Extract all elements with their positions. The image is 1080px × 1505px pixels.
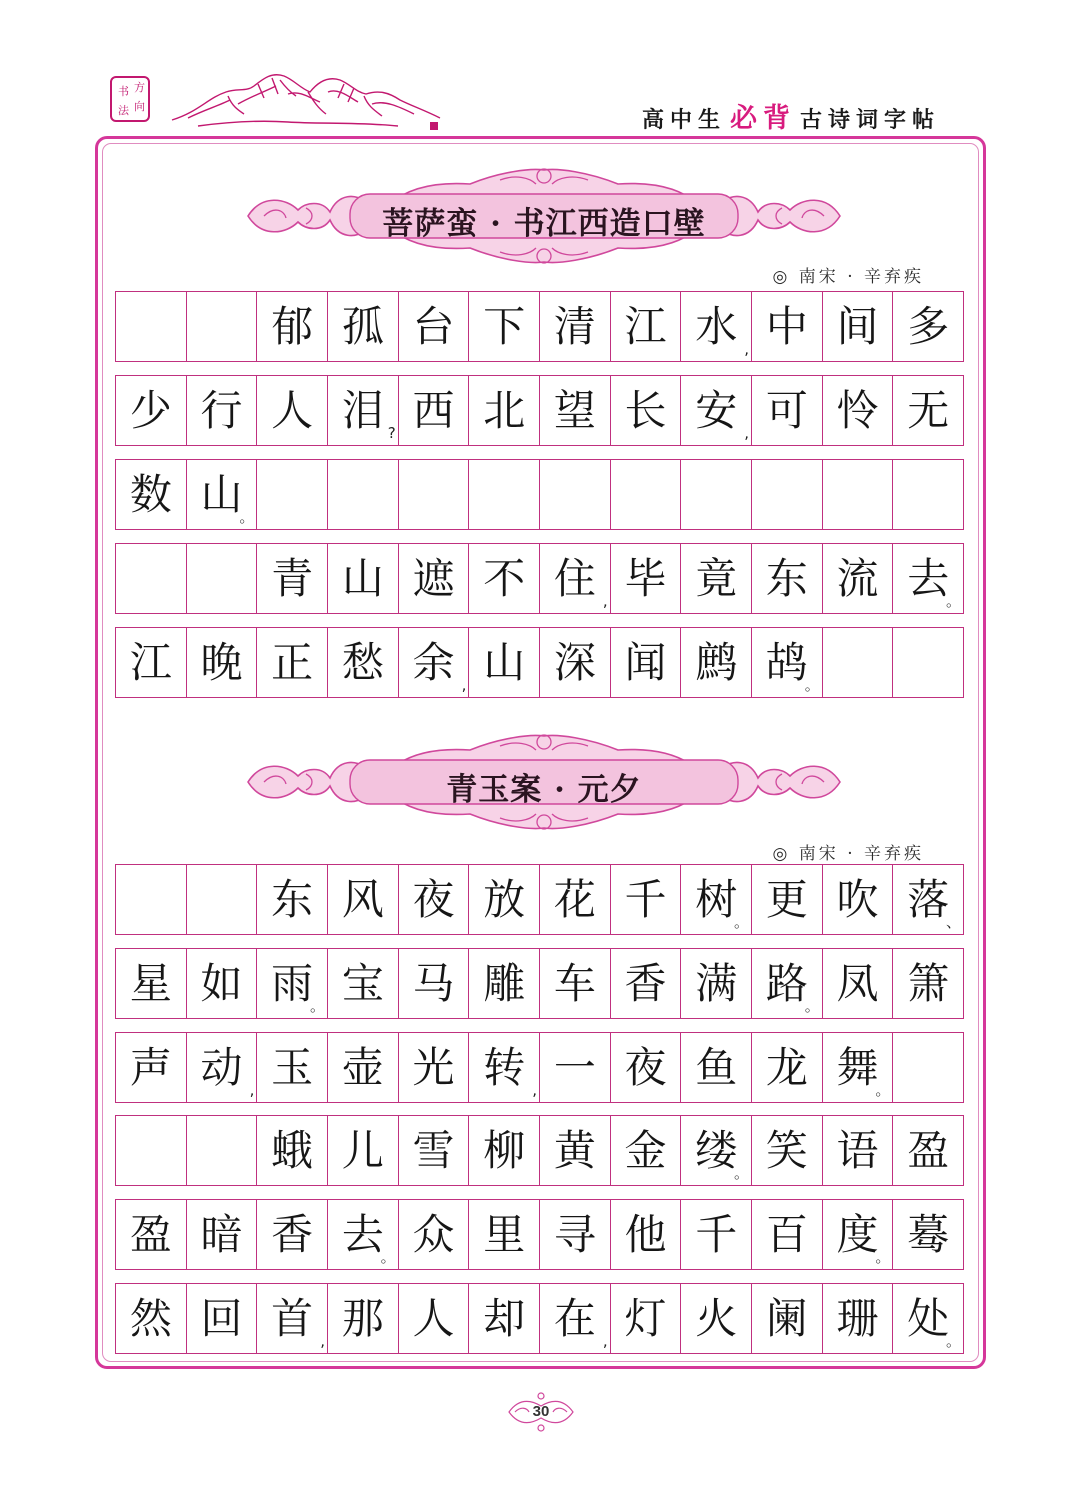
character: 放 <box>483 874 526 924</box>
grid-cell <box>186 865 257 934</box>
grid-cell <box>116 292 186 361</box>
grid-cell <box>186 949 257 1018</box>
character: 转 <box>483 1042 526 1092</box>
grid-row <box>115 543 964 614</box>
grid-cell <box>822 1116 893 1185</box>
grid-cell <box>116 1284 186 1353</box>
character: 香 <box>271 1209 314 1259</box>
character: 台 <box>412 301 455 351</box>
character: 怜 <box>836 385 879 435</box>
punctuation: 。 <box>946 592 962 610</box>
character: 人 <box>412 1293 455 1343</box>
book-title-accent: 必背 <box>729 103 796 134</box>
character: 正 <box>271 637 314 687</box>
character: 在 <box>553 1293 596 1343</box>
character: 青 <box>271 553 314 603</box>
character: 星 <box>129 958 172 1008</box>
punctuation: , <box>602 592 608 610</box>
character: 百 <box>765 1209 808 1259</box>
character: 壶 <box>341 1042 384 1092</box>
character: 江 <box>129 637 172 687</box>
grid-cell <box>539 1200 610 1269</box>
punctuation: , <box>249 1081 255 1099</box>
grid-cell <box>116 865 186 934</box>
grid-cell <box>892 1284 963 1353</box>
character: 数 <box>129 469 172 519</box>
character: 间 <box>836 301 879 351</box>
punctuation: 。 <box>804 676 820 694</box>
grid-cell <box>751 376 822 445</box>
grid-cell <box>116 376 186 445</box>
character: 马 <box>412 958 455 1008</box>
grid-row <box>115 1283 964 1354</box>
grid-cell <box>186 292 257 361</box>
grid-cell <box>539 1033 610 1102</box>
character: 落 <box>907 874 950 924</box>
character: 他 <box>624 1209 667 1259</box>
seal-char: 书 <box>118 85 129 98</box>
character: 郁 <box>271 301 314 351</box>
grid-cell <box>327 1284 398 1353</box>
character: 去 <box>907 553 950 603</box>
grid-cell <box>468 460 539 529</box>
grid-cell <box>327 544 398 613</box>
grid-cell <box>468 292 539 361</box>
grid-cell <box>892 1200 963 1269</box>
grid-cell <box>680 1116 751 1185</box>
punctuation: 。 <box>804 997 820 1015</box>
character: 处 <box>907 1293 950 1343</box>
character: 泪 <box>341 385 384 435</box>
character: 花 <box>553 874 596 924</box>
character: 车 <box>553 958 596 1008</box>
grid-cell <box>751 628 822 697</box>
grid-cell <box>256 1033 327 1102</box>
grid-cell <box>186 628 257 697</box>
character: 深 <box>553 637 596 687</box>
seal-char: 向 <box>134 100 145 113</box>
grid-cell <box>256 865 327 934</box>
book-title <box>642 96 940 136</box>
grid-cell <box>610 628 681 697</box>
punctuation: 。 <box>875 1248 891 1266</box>
grid-cell <box>610 1284 681 1353</box>
character: 宝 <box>341 958 384 1008</box>
punctuation: 、 <box>946 913 962 931</box>
grid-cell <box>751 1033 822 1102</box>
character: 行 <box>200 385 243 435</box>
punctuation: 。 <box>239 508 255 526</box>
grid-cell <box>680 1284 751 1353</box>
character: 遮 <box>412 553 455 603</box>
grid-cell <box>539 376 610 445</box>
poem-title-banner <box>240 164 848 268</box>
character: 舞 <box>836 1042 879 1092</box>
mountain-illustration <box>168 62 448 134</box>
character: 鹧 <box>695 637 738 687</box>
grid-cell <box>398 376 469 445</box>
punctuation: , <box>320 1332 326 1350</box>
grid-cell <box>256 628 327 697</box>
character: 度 <box>836 1209 879 1259</box>
grid-cell <box>398 544 469 613</box>
character: 流 <box>836 553 879 603</box>
grid-cell <box>892 1033 963 1102</box>
grid-cell <box>680 1033 751 1102</box>
character: 鸪 <box>765 637 808 687</box>
character: 更 <box>765 874 808 924</box>
grid-row <box>115 375 964 446</box>
grid-cell <box>256 1200 327 1269</box>
character: 愁 <box>341 637 384 687</box>
grid-cell <box>610 544 681 613</box>
grid-cell <box>822 544 893 613</box>
grid-cell <box>751 544 822 613</box>
character: 长 <box>624 385 667 435</box>
grid-cell <box>468 949 539 1018</box>
grid-cell <box>539 544 610 613</box>
grid-cell <box>116 544 186 613</box>
grid-cell <box>751 460 822 529</box>
grid-cell <box>751 292 822 361</box>
grid-cell <box>327 292 398 361</box>
character: 寻 <box>553 1209 596 1259</box>
grid-cell <box>822 1200 893 1269</box>
character: 黄 <box>553 1125 596 1175</box>
grid-cell <box>468 1116 539 1185</box>
grid-cell <box>468 865 539 934</box>
grid-cell <box>398 1116 469 1185</box>
grid-cell <box>327 628 398 697</box>
character: 雪 <box>412 1125 455 1175</box>
grid-cell <box>822 1284 893 1353</box>
grid-cell <box>256 292 327 361</box>
seal-char: 法 <box>118 104 129 117</box>
character: 蓦 <box>907 1209 950 1259</box>
poem-title: 青玉案 · 元夕 <box>446 772 642 808</box>
book-title-prefix: 高中生 <box>641 108 726 133</box>
character: 水 <box>695 301 738 351</box>
grid-cell <box>186 1116 257 1185</box>
character: 毕 <box>624 553 667 603</box>
grid-row <box>115 291 964 362</box>
grid-cell <box>186 544 257 613</box>
character: 余 <box>412 637 455 687</box>
character: 笑 <box>765 1125 808 1175</box>
character: 珊 <box>836 1293 879 1343</box>
character: 雕 <box>483 958 526 1008</box>
punctuation: , <box>532 1081 538 1099</box>
character: 少 <box>129 385 172 435</box>
grid-cell <box>892 949 963 1018</box>
grid-cell <box>822 628 893 697</box>
character: 却 <box>483 1293 526 1343</box>
grid-cell <box>116 949 186 1018</box>
character: 蛾 <box>271 1125 314 1175</box>
character: 一 <box>553 1042 596 1092</box>
poem-title: 菩萨蛮 · 书江西造口壁 <box>382 206 706 242</box>
character: 雨 <box>271 958 314 1008</box>
grid-cell <box>610 1200 681 1269</box>
grid-cell <box>892 865 963 934</box>
character: 火 <box>695 1293 738 1343</box>
grid-cell <box>892 628 963 697</box>
character: 语 <box>836 1125 879 1175</box>
grid-cell <box>256 1284 327 1353</box>
character: 动 <box>200 1042 243 1092</box>
character: 人 <box>271 385 314 435</box>
character: 北 <box>483 385 526 435</box>
grid-row <box>115 948 964 1019</box>
character: 里 <box>483 1209 526 1259</box>
character: 孤 <box>341 301 384 351</box>
grid-row <box>115 1115 964 1186</box>
grid-cell <box>680 628 751 697</box>
character: 风 <box>341 874 384 924</box>
grid-cell <box>256 544 327 613</box>
character: 如 <box>200 958 243 1008</box>
poem-author: ◎ 南宋 · 辛弃疾 <box>772 844 924 864</box>
grid-cell <box>327 1116 398 1185</box>
character: 夜 <box>412 874 455 924</box>
character: 光 <box>412 1042 455 1092</box>
punctuation: , <box>602 1332 608 1350</box>
character: 竟 <box>695 553 738 603</box>
character: 鱼 <box>695 1042 738 1092</box>
grid-cell <box>892 460 963 529</box>
grid-cell <box>680 544 751 613</box>
character: 众 <box>412 1209 455 1259</box>
grid-cell <box>398 1033 469 1102</box>
grid-cell <box>539 1284 610 1353</box>
grid-row <box>115 864 964 935</box>
poem-author: ◎ 南宋 · 辛弃疾 <box>772 267 924 287</box>
punctuation: 。 <box>734 913 750 931</box>
grid-cell <box>610 865 681 934</box>
grid-cell <box>256 949 327 1018</box>
page-number <box>505 1390 577 1434</box>
character: 夜 <box>624 1042 667 1092</box>
character: 千 <box>624 874 667 924</box>
grid-cell <box>610 1116 681 1185</box>
character: 望 <box>553 385 596 435</box>
grid-cell <box>822 1033 893 1102</box>
grid-cell <box>186 1033 257 1102</box>
character: 西 <box>412 385 455 435</box>
grid-cell <box>539 628 610 697</box>
character: 凤 <box>836 958 879 1008</box>
grid-cell <box>892 1116 963 1185</box>
grid-cell <box>398 1284 469 1353</box>
grid-cell <box>327 1200 398 1269</box>
grid-cell <box>327 376 398 445</box>
grid-cell <box>468 544 539 613</box>
character: 东 <box>271 874 314 924</box>
punctuation: , <box>744 424 750 442</box>
character: 那 <box>341 1293 384 1343</box>
character: 金 <box>624 1125 667 1175</box>
character: 灯 <box>624 1293 667 1343</box>
grid-cell <box>822 865 893 934</box>
character: 龙 <box>765 1042 808 1092</box>
punctuation: 。 <box>875 1081 891 1099</box>
character: 盈 <box>129 1209 172 1259</box>
grid-cell <box>327 460 398 529</box>
punctuation: , <box>461 676 467 694</box>
grid-cell <box>398 628 469 697</box>
grid-cell <box>186 376 257 445</box>
grid-cell <box>892 544 963 613</box>
character: 中 <box>765 301 808 351</box>
grid-cell <box>539 1116 610 1185</box>
grid-cell <box>822 949 893 1018</box>
character: 阑 <box>765 1293 808 1343</box>
character: 然 <box>129 1293 172 1343</box>
grid-cell <box>751 865 822 934</box>
character: 箫 <box>907 958 950 1008</box>
grid-cell <box>680 292 751 361</box>
grid-cell <box>610 460 681 529</box>
character: 玉 <box>271 1042 314 1092</box>
grid-cell <box>116 628 186 697</box>
grid-cell <box>822 376 893 445</box>
character: 香 <box>624 958 667 1008</box>
punctuation: , <box>744 340 750 358</box>
grid-cell <box>327 1033 398 1102</box>
grid-cell <box>256 376 327 445</box>
character: 晚 <box>200 637 243 687</box>
character: 树 <box>695 874 738 924</box>
grid-cell <box>610 949 681 1018</box>
grid-cell <box>680 949 751 1018</box>
grid-cell <box>610 376 681 445</box>
grid-cell <box>186 1284 257 1353</box>
grid-cell <box>539 460 610 529</box>
character: 儿 <box>341 1125 384 1175</box>
grid-cell <box>680 376 751 445</box>
character: 多 <box>907 301 950 351</box>
character: 柳 <box>483 1125 526 1175</box>
grid-cell <box>186 460 257 529</box>
character: 江 <box>624 301 667 351</box>
grid-cell <box>680 1200 751 1269</box>
character: 回 <box>200 1293 243 1343</box>
character: 去 <box>341 1209 384 1259</box>
character: 吹 <box>836 874 879 924</box>
character: 无 <box>907 385 950 435</box>
character: 山 <box>483 637 526 687</box>
grid-cell <box>468 1033 539 1102</box>
punctuation: 。 <box>946 1332 962 1350</box>
grid-cell <box>256 460 327 529</box>
character: 山 <box>200 469 243 519</box>
grid-cell <box>680 460 751 529</box>
grid-cell <box>539 949 610 1018</box>
grid-cell <box>468 628 539 697</box>
punctuation: 。 <box>734 1164 750 1182</box>
grid-cell <box>398 865 469 934</box>
grid-cell <box>327 865 398 934</box>
character: 盈 <box>907 1125 950 1175</box>
grid-cell <box>892 292 963 361</box>
character: 缕 <box>695 1125 738 1175</box>
character: 东 <box>765 553 808 603</box>
publisher-seal <box>110 76 150 122</box>
grid-cell <box>398 949 469 1018</box>
character: 满 <box>695 958 738 1008</box>
grid-cell <box>116 1200 186 1269</box>
character: 不 <box>483 553 526 603</box>
page-number-text: 30 <box>532 1403 550 1420</box>
character: 住 <box>553 553 596 603</box>
grid-cell <box>256 1116 327 1185</box>
grid-cell <box>892 376 963 445</box>
grid-cell <box>822 460 893 529</box>
character: 千 <box>695 1209 738 1259</box>
grid-cell <box>116 1033 186 1102</box>
grid-cell <box>468 1284 539 1353</box>
seal-char: 方 <box>134 81 145 94</box>
grid-cell <box>610 292 681 361</box>
grid-row <box>115 627 964 698</box>
grid-cell <box>116 460 186 529</box>
grid-cell <box>610 1033 681 1102</box>
character: 路 <box>765 958 808 1008</box>
character: 清 <box>553 301 596 351</box>
grid-cell <box>539 865 610 934</box>
character: 安 <box>695 385 738 435</box>
grid-cell <box>751 1200 822 1269</box>
grid-cell <box>398 460 469 529</box>
book-title-suffix: 古诗词字帖 <box>799 108 940 133</box>
grid-row <box>115 1032 964 1103</box>
character: 首 <box>271 1293 314 1343</box>
grid-cell <box>186 1200 257 1269</box>
character: 声 <box>129 1042 172 1092</box>
grid-cell <box>751 1116 822 1185</box>
grid-cell <box>398 1200 469 1269</box>
character: 闻 <box>624 637 667 687</box>
poem-title-banner <box>240 730 848 834</box>
grid-row <box>115 1199 964 1270</box>
grid-cell <box>468 376 539 445</box>
punctuation: 。 <box>380 1248 396 1266</box>
character: 暗 <box>200 1209 243 1259</box>
grid-cell <box>751 1284 822 1353</box>
character: 可 <box>765 385 808 435</box>
grid-row <box>115 459 964 530</box>
grid-cell <box>327 949 398 1018</box>
punctuation: 。 <box>310 997 326 1015</box>
grid-cell <box>539 292 610 361</box>
grid-cell <box>398 292 469 361</box>
grid-cell <box>468 1200 539 1269</box>
punctuation: ? <box>387 424 396 442</box>
grid-cell <box>116 1116 186 1185</box>
grid-cell <box>751 949 822 1018</box>
grid-cell <box>680 865 751 934</box>
character: 山 <box>341 553 384 603</box>
character: 下 <box>483 301 526 351</box>
grid-cell <box>822 292 893 361</box>
